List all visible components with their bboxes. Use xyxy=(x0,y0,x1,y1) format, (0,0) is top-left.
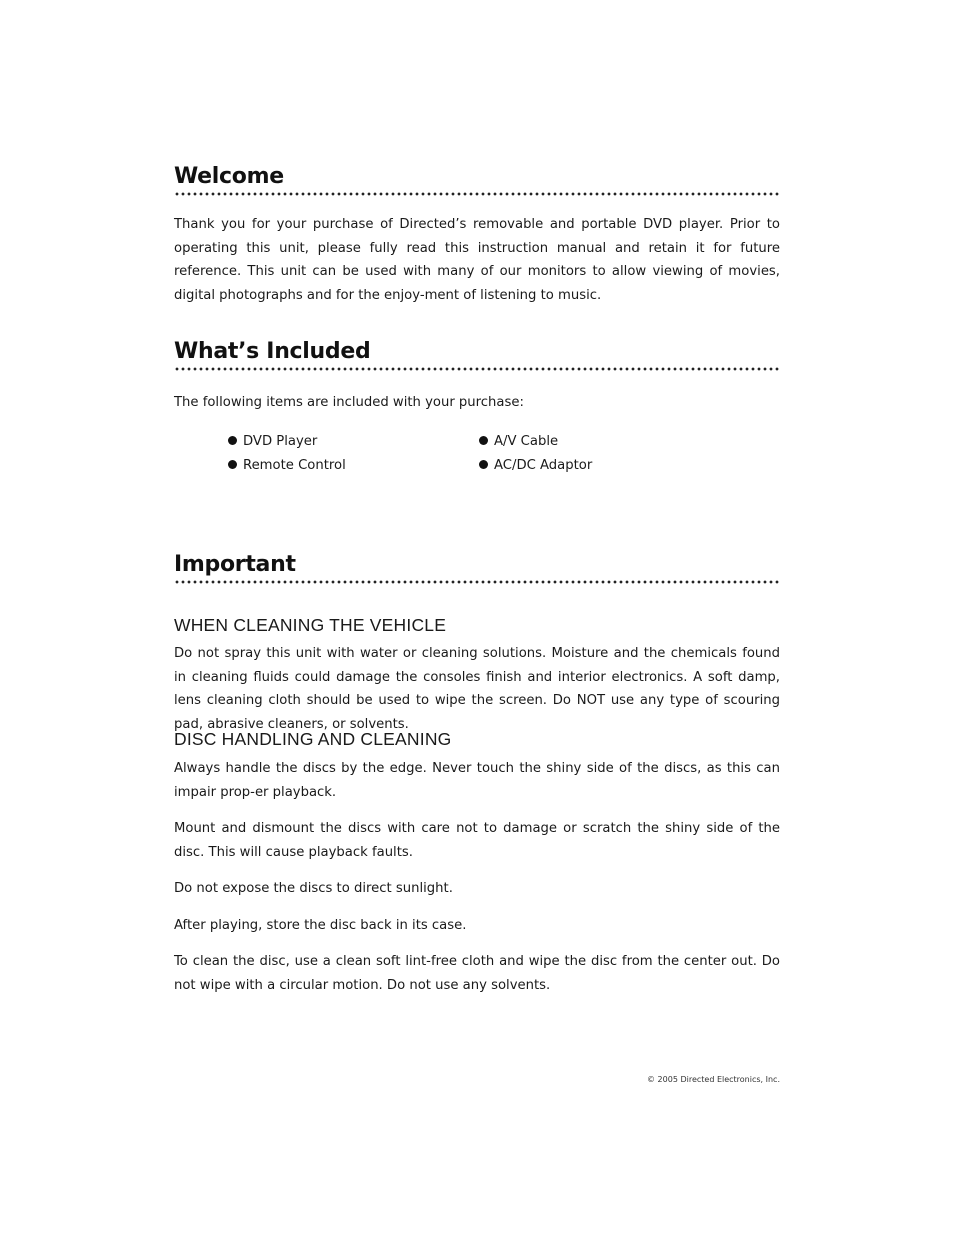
included-item xyxy=(228,432,317,452)
bullet-icon xyxy=(228,460,237,469)
disc-handling-paragraph: After playing, store the disc back in its case. xyxy=(174,918,467,933)
included-intro: The following items are included with your purchase: xyxy=(174,395,524,410)
disc-handling-paragraph: To clean the disc, use a clean soft lint-free cloth and wipe the disc from the center out. Do not wipe with a circular motion. Do not use any solvents. xyxy=(174,954,780,993)
included-item-label: DVD Player xyxy=(243,434,318,449)
cleaning-vehicle-text: Do not spray this unit with water or cleaning solutions. Moisture and the chemicals found in cleaning fluids could damage the consoles finish and interior electronics. A soft damp, lens cleaning cloth should be used to wipe the screen. Do NOT use any type of scouring pad, abrasive cleaners, or solvents. xyxy=(174,646,780,732)
important-title: Important xyxy=(174,552,296,577)
disc-handling-heading: DISC HANDLING AND CLEANING xyxy=(174,729,452,749)
included-item-label: AC/DC Adaptor xyxy=(494,458,593,473)
included-item xyxy=(479,432,558,452)
bullet-icon xyxy=(479,436,488,445)
included-title: What’s Included xyxy=(174,339,371,364)
included-item xyxy=(479,456,592,476)
welcome-title: Welcome xyxy=(174,164,284,189)
welcome-text: Thank you for your purchase of Directed’s removable and portable DVD player. Prior to operating this unit, please fully read this instruction manual and retain it for future reference. This unit can be used with many of our monitors to allow viewing of movies, digital photographs and for the enjoy-ment of listening to music. xyxy=(174,217,780,303)
cleaning-vehicle-heading: WHEN CLEANING THE VEHICLE xyxy=(174,615,447,635)
disc-handling-paragraph: Always handle the discs by the edge. Never touch the shiny side of the discs, as this can impair prop-er playback. xyxy=(174,761,780,800)
included-item-label: A/V Cable xyxy=(494,434,559,449)
included-item-label: Remote Control xyxy=(243,458,346,473)
important-divider xyxy=(174,580,780,584)
copyright-notice: © 2005 Directed Electronics, Inc. xyxy=(647,1075,780,1084)
welcome-divider xyxy=(174,192,780,196)
included-item xyxy=(228,456,346,476)
bullet-icon xyxy=(479,460,488,469)
disc-handling-paragraph: Do not expose the discs to direct sunlight. xyxy=(174,881,453,896)
manual-page xyxy=(174,0,780,1235)
disc-handling-paragraph: Mount and dismount the discs with care not to damage or scratch the shiny side of the disc. This will cause playback faults. xyxy=(174,821,780,860)
bullet-icon xyxy=(228,436,237,445)
included-divider xyxy=(174,367,780,371)
